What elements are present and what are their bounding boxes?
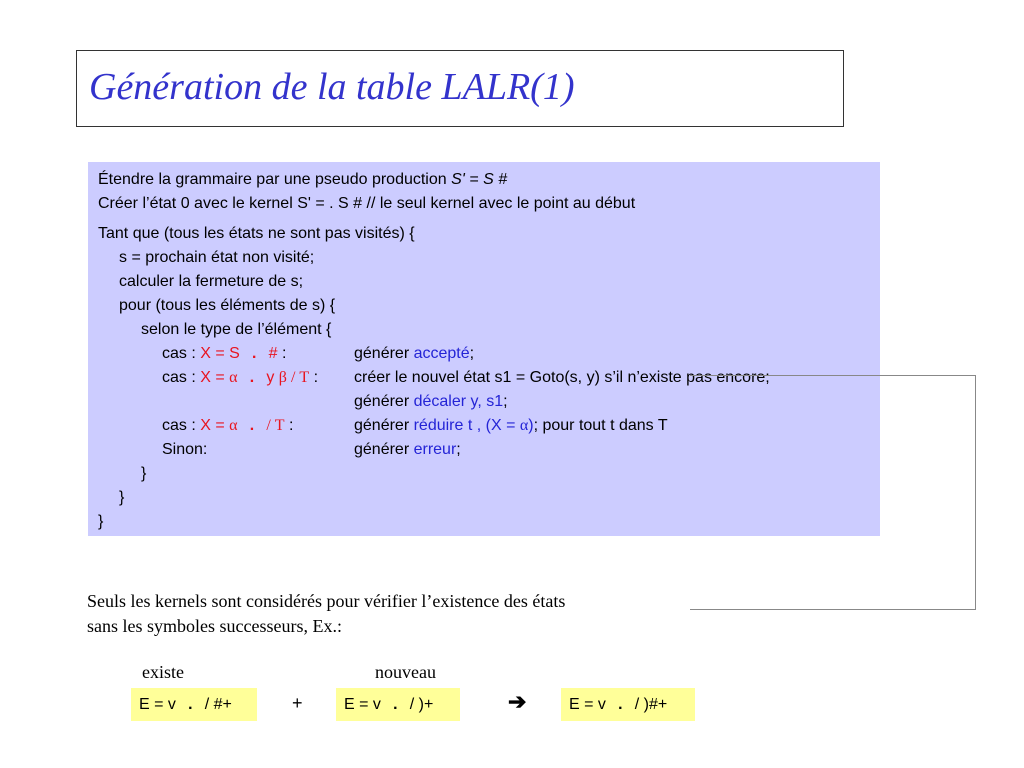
gen-word: générer [354, 417, 414, 434]
slash: / [286, 369, 300, 386]
close-brace-while: } [98, 513, 104, 530]
case-label: cas : [162, 369, 201, 386]
title-box [76, 50, 844, 127]
gen-word: générer [354, 393, 414, 410]
case-else [162, 440, 662, 460]
label-nouveau: nouveau [375, 662, 436, 682]
item-dot: . [380, 696, 410, 714]
example-lhs: E = v [569, 696, 606, 713]
algo-line-next-state: s = prochain état non visité; [119, 249, 315, 266]
note-line-2: sans les symboles successeurs, Ex.: [87, 616, 342, 636]
case-label: cas : [162, 345, 201, 362]
algo-line-switch: selon le type de l’élément { [141, 321, 332, 338]
semicolon: ; [456, 441, 461, 458]
example-new [336, 688, 460, 721]
case-colon: : [277, 345, 287, 362]
alpha-symbol: α [229, 417, 238, 434]
extend-text: Étendre la grammaire par une pseudo production [98, 171, 452, 188]
item-dot: . [605, 696, 635, 714]
case-else-action [354, 440, 461, 460]
slash: / [266, 417, 275, 434]
example-lhs: E = v [139, 696, 176, 713]
case-shift-action [354, 392, 508, 412]
connector-line [690, 375, 976, 610]
alpha-symbol: α [519, 417, 529, 434]
algo-line-for: pour (tous les éléments de s) { [119, 297, 336, 314]
note-line-1: Seuls les kernels sont considérés pour vérifier l’existence des états [87, 591, 566, 611]
case-colon: : [284, 417, 294, 434]
case-item-lhs: X = S [200, 345, 240, 362]
case-accept [162, 344, 862, 364]
lookahead-t: T [274, 417, 285, 434]
action-shift: décaler y, s1 [413, 393, 504, 410]
case-item-lhs: X = [200, 369, 230, 386]
example-rhs: / )+ [409, 696, 434, 713]
beta-symbol: β [278, 369, 287, 386]
lookahead-t: T [299, 369, 310, 386]
case-reduce-action [354, 416, 668, 436]
item-dot: . [239, 345, 269, 363]
algo-line-extend [98, 170, 507, 190]
action-reduce: réduire t , (X = [413, 417, 520, 434]
plus-sign: + [292, 693, 303, 713]
example-lhs: E = v [344, 696, 381, 713]
case-item-lhs: X = [200, 417, 230, 434]
paren-close: ) [528, 417, 534, 434]
item-dot: . [237, 369, 267, 387]
case-accept-action [354, 344, 474, 364]
gen-word: générer [354, 345, 414, 362]
gen-word: générer [354, 441, 414, 458]
case-label: cas : [162, 417, 201, 434]
algo-line-while: Tant que (tous les états ne sont pas visités) { [98, 225, 415, 242]
item-dot: . [237, 417, 267, 435]
case-item-rhs: # [268, 345, 278, 362]
close-brace-switch: } [141, 465, 147, 482]
action-error: erreur [413, 441, 457, 458]
action-accept: accepté [413, 345, 470, 362]
example-rhs: / #+ [204, 696, 232, 713]
semicolon: ; [503, 393, 508, 410]
case-colon: : [309, 369, 319, 386]
reduce-rest: ; pour tout t dans T [533, 417, 668, 434]
algo-line-closure: calculer la fermeture de s; [119, 273, 304, 290]
pseudo-production: S' = S # [451, 171, 508, 188]
page-title: Génération de la table LALR(1) [89, 66, 575, 108]
else-label: Sinon: [162, 441, 208, 458]
label-existe: existe [142, 662, 184, 682]
close-brace-for: } [119, 489, 125, 506]
symbol-y: y [266, 369, 279, 386]
example-merged [561, 688, 695, 721]
item-dot: . [175, 696, 205, 714]
example-rhs: / )#+ [634, 696, 668, 713]
alpha-symbol: α [229, 369, 238, 386]
example-existing [131, 688, 257, 721]
right-arrow-icon: ➔ [508, 689, 527, 714]
algo-line-create-state: Créer l’état 0 avec le kernel S' = . S # // le seul kernel avec le point au début [98, 195, 636, 212]
semicolon: ; [469, 345, 475, 362]
case-shift-text: créer le nouvel état s1 = Goto(s, y) s’il n’existe pas encore; [354, 369, 770, 386]
